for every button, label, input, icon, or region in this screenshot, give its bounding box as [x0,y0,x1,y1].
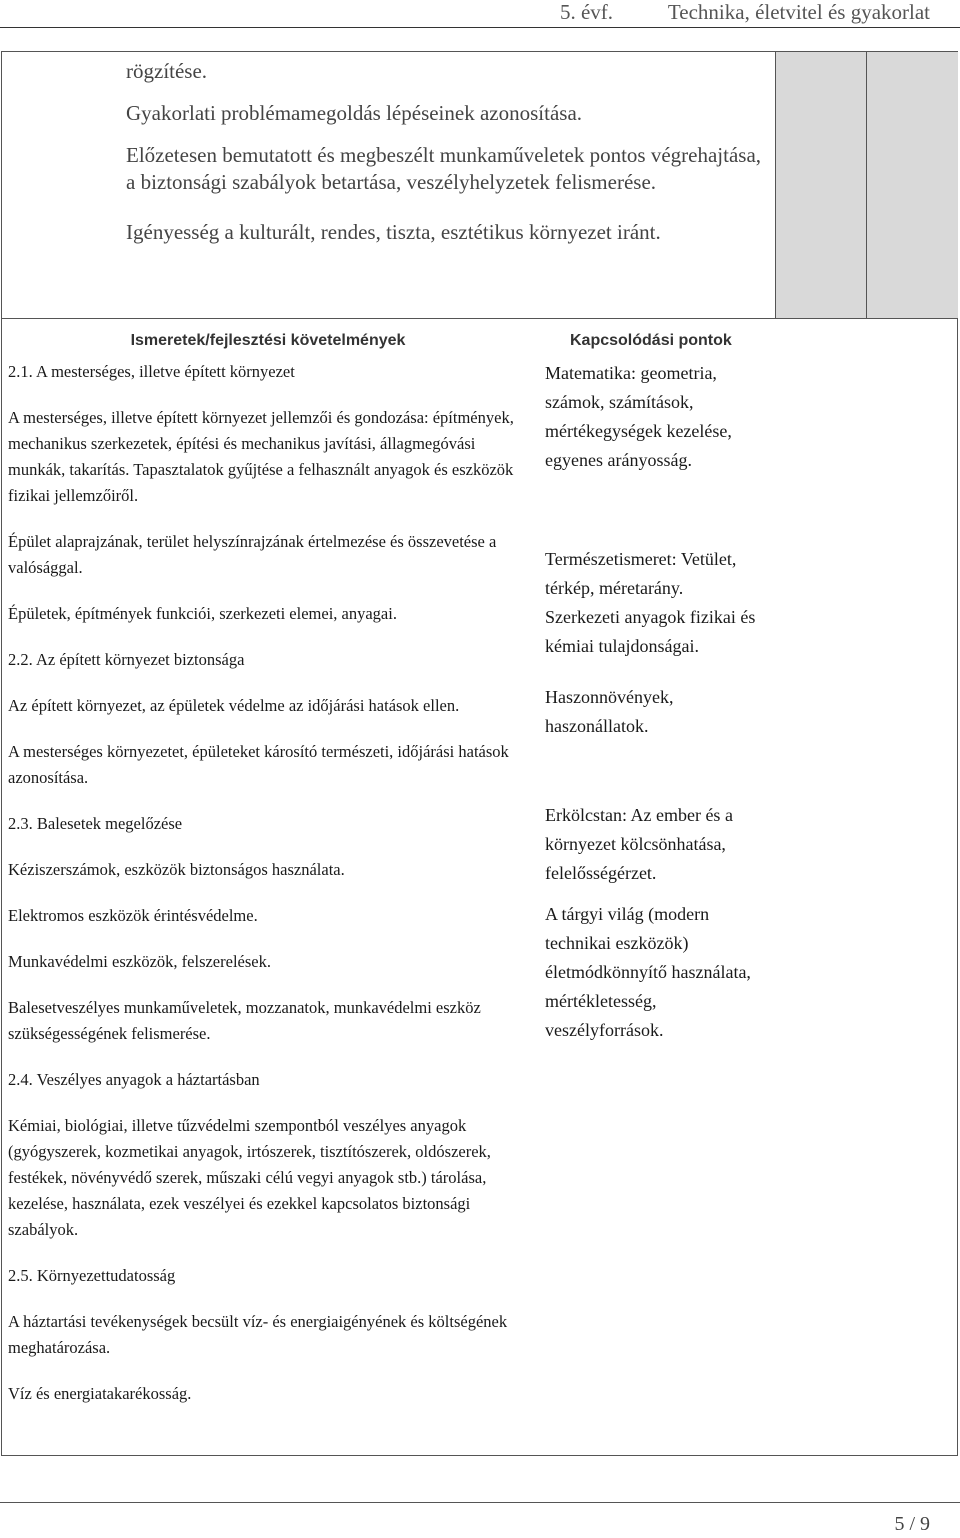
requirement-item: A háztartási tevékenységek becsült víz- és energiaigényének és költségének meghatározása. [8,1312,508,1357]
connection-item: A tárgyi világ (modern technikai eszközök) életmódkönnyítő használata, mértékletesség, veszélyforrások. [545,904,751,1040]
requirement-item: Kéziszerszámok, eszközök biztonságos használata. [8,860,345,879]
requirement-item: Épület alaprajzának, terület helyszínrajzának értelmezése és összevetése a valósággal. [8,532,497,577]
page-header [560,0,930,26]
outcomes-text-cell [2,52,776,318]
section-heading: 2.4. Veszélyes anyagok a háztartásban [8,1070,260,1089]
outcome-line: Gyakorlati problémamegoldás lépéseinek azonosítása. [126,101,583,125]
page-number: 5 / 9 [894,1513,930,1535]
requirement-item: A mesterséges környezetet, épületeket károsító természeti, időjárási hatások azonosítása. [8,742,509,787]
connection-item: Természetismeret: Vetület, térkép, méretarány. [545,549,737,598]
section-heading: 2.2. Az épített környezet biztonsága [8,650,245,669]
subject-title: Technika, életvitel és gyakorlat [667,0,930,24]
requirement-item: Kémiai, biológiai, illetve tűzvédelmi szempontból veszélyes anyagok (gyógyszerek, kozmetikai anyagok, irtószerek, tisztítószerek, oldószerek, festékek, növényvédő szerek, műszaki célú vegyi anyagok stb.) tárolása, kezelése, használata, ezek veszélyei és ezekkel kapcsolatos biztonsági szabályok. [8,1116,491,1239]
header-divider [0,27,960,28]
shaded-cell [867,52,958,318]
connection-item: Matematika: geometria, számok, számítások, mértékegységek kezelése, egyenes arányosság. [545,363,732,470]
outcome-line: rögzítése. [126,59,208,83]
requirement-item: Víz és energiatakarékosság. [8,1384,192,1403]
requirements-table [1,319,958,1456]
connections-header: Kapcsolódási pontok [570,332,732,349]
connections-column [545,319,775,1455]
requirement-item: Elektromos eszközök érintésvédelme. [8,906,258,925]
requirement-item: Munkavédelmi eszközök, felszerelések. [8,952,271,971]
requirement-item: A mesterséges, illetve épített környezet jellemzői és gondozása: építmények, mechanikus szerkezetek, építési és mechanikus javítási, állagmegóvási munkák, takarítás. Tapasztalatok gyűjtése a felhasznált anyagok és eszközök fizikai jellemzőiről. [8,408,514,505]
requirements-column [2,319,532,1455]
requirement-item: Az épített környezet, az épületek védelme az időjárási hatások ellen. [8,696,460,715]
requirements-header: Ismeretek/fejlesztési követelmények [130,332,406,349]
section-heading: 2.5. Környezettudatosság [8,1266,176,1285]
requirement-item: Épületek, építmények funkciói, szerkezeti elemei, anyagai. [8,604,397,623]
connection-item: Erkölcstan: Az ember és a környezet kölcsönhatása, felelősségérzet. [545,805,733,883]
connection-item: Szerkezeti anyagok fizikai és kémiai tulajdonságai. [545,607,756,656]
outcomes-table [1,51,958,319]
footer-divider [0,1502,960,1503]
requirement-item: Balesetveszélyes munkaműveletek, mozzanatok, munkavédelmi eszköz szükségességének felismerése. [8,998,481,1043]
section-heading: 2.1. A mesterséges, illetve épített környezet [8,362,295,381]
shaded-cell [776,52,867,318]
grade-label: 5. évf. [559,0,614,24]
outcome-line: Igényesség a kulturált, rendes, tiszta, esztétikus környezet iránt. [126,220,661,244]
connection-item: Haszonnövények, haszonállatok. [545,687,674,736]
section-heading: 2.3. Balesetek megelőzése [8,814,183,833]
outcome-line: Előzetesen bemutatott és megbeszélt munkaműveletek pontos végrehajtása, a biztonsági szabályok betartása, veszélyhelyzetek felismerése. [126,143,762,194]
